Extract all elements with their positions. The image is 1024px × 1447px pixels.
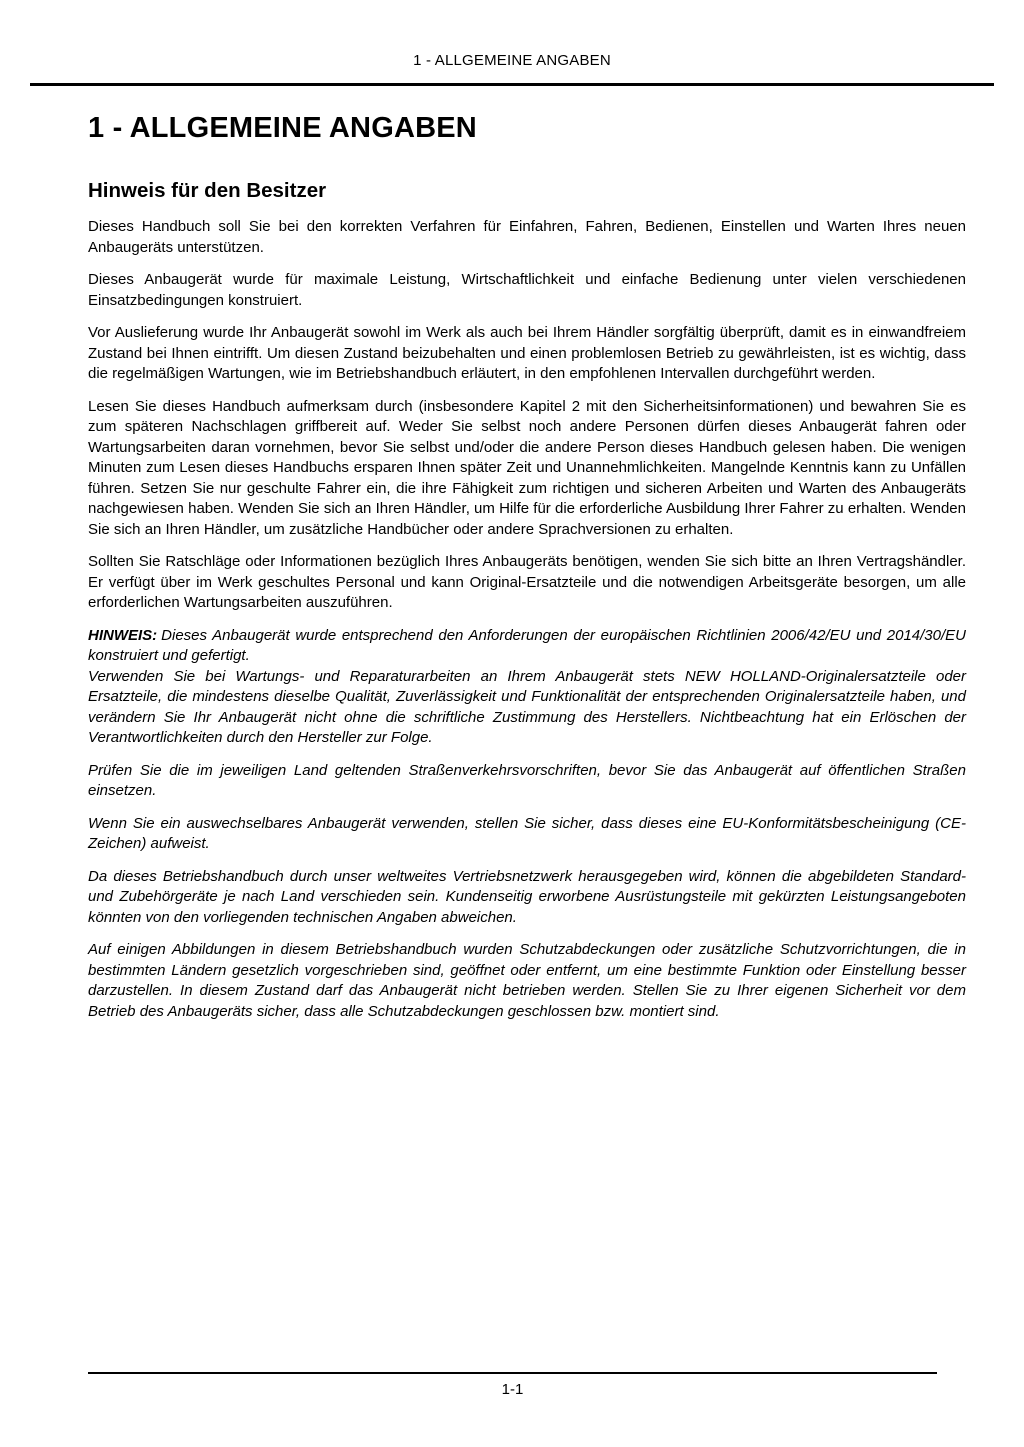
note-continuation: Verwenden Sie bei Wartungs- und Reparaturarbeiten an Ihrem Anbaugerät stets NEW HOLLAND-Originalersatzteile oder Ersatzteile, die mindestens dieselbe Qualität, Zuverlässigkeit und Funktionalität der entsprechenden Originalersatzteile haben, und verändern Sie Ihr Anbaugerät nicht ohne die schriftliche Zustimmung des Herstellers. Nichtbeachtung hat ein Erlöschen der Verantwortlichkeiten durch den Hersteller zur Folge.: [88, 667, 966, 746]
page-content: [88, 112, 966, 1022]
running-header: 1 - ALLGEMEINE ANGABEN: [413, 52, 611, 69]
italic-paragraph-4: Auf einigen Abbildungen in diesem Betriebshandbuch wurden Schutzabdeckungen oder zusätzliche Schutzvorrichtungen, die in bestimmten Ländern gesetzlich vorgeschrieben sind, geöffnet oder entfernt, um eine bestimmte Funktion oder Einstellung besser darzustellen. In diesem Zustand darf das Anbaugerät nicht betrieben werden. Stellen Sie zu Ihrer eigenen Sicherheit vor dem Betrieb des Anbaugeräts sicher, dass alle Schutzabdeckungen geschlossen bzw. montiert sind.: [88, 941, 966, 1020]
note-intro: Dieses Anbaugerät wurde entsprechend den Anforderungen der europäischen Richtlinien 2006/42/EU und 2014/30/EU konstruiert und gefertigt.: [88, 626, 966, 664]
chapter-title: 1 - ALLGEMEINE ANGABEN: [88, 112, 477, 144]
body-paragraph-3: Vor Auslieferung wurde Ihr Anbaugerät sowohl im Werk als auch bei Ihrem Händler sorgfältig überprüft, damit es in einwandfreiem Zustand bei Ihnen eintrifft. Um diesen Zustand beizubehalten und einen problemlosen Betrieb zu gewährleisten, ist es wichtig, dass die regelmäßigen Wartungen, wie im Betriebshandbuch erläutert, in den empfohlenen Intervallen durchgeführt werden.: [88, 324, 966, 382]
italic-paragraph-1: Prüfen Sie die im jeweiligen Land geltenden Straßenverkehrsvorschriften, bevor Sie das Anbaugerät auf öffentlichen Straßen einsetzen.: [88, 761, 966, 799]
body-paragraph-4: Lesen Sie dieses Handbuch aufmerksam durch (insbesondere Kapitel 2 mit den Sicherheitsinformationen) und bewahren Sie es zum späteren Nachschlagen griffbereit auf. Weder Sie selbst noch andere Personen dürfen dieses Anbaugerät fahren oder Wartungsarbeiten daran vornehmen, bevor Sie selbst und/oder die andere Person dieses Handbuch gelesen haben. Die wenigen Minuten zum Lesen dieses Handbuchs ersparen Ihnen später Zeit und Unannehmlichkeiten. Mangelnde Kenntnis kann zu Unfällen führen. Setzen Sie nur geschulte Fahrer ein, die ihre Fähigkeit zum richtigen und sicheren Arbeiten und Warten des Anbaugeräts nachgewiesen haben. Wenden Sie sich an Ihren Händler, um Hilfe für die erforderliche Ausbildung Ihrer Fahrer zu erhalten. Wenden Sie sich an Ihren Händler, um zusätzliche Handbücher oder andere Sprachversionen zu erhalten.: [88, 397, 966, 538]
note-paragraph: [88, 626, 966, 667]
body-paragraph-2: Dieses Anbaugerät wurde für maximale Leistung, Wirtschaftlichkeit und einfache Bedienung unter vielen verschiedenen Einsatzbedingungen konstruiert.: [88, 271, 966, 309]
italic-paragraph-3: Da dieses Betriebshandbuch durch unser weltweites Vertriebsnetzwerk herausgegeben wird, können die abgebildeten Standard- und Zubehörgeräte je nach Land verschieden sein. Kundenseitig erworbene Ausrüstungsteile mit gekürzten Leistungsangeboten könnten von den vorliegenden technischen Angaben abweichen.: [88, 867, 966, 926]
page-number: 1-1: [501, 1381, 524, 1398]
body-paragraph-5: Sollten Sie Ratschläge oder Informationen bezüglich Ihres Anbaugeräts benötigen, wenden Sie sich bitte an Ihren Vertragshändler. Er verfügt über im Werk geschultes Personal und kann Original-Ersatzteile und die notwendigen Arbeitsgeräte besorgen, um alle erforderlichen Wartungsarbeiten auszuführen.: [88, 553, 966, 611]
italic-paragraph-2: Wenn Sie ein auswechselbares Anbaugerät verwenden, stellen Sie sicher, dass dieses eine EU-Konformitätsbescheinigung (CE-Zeichen) aufweist.: [88, 814, 966, 852]
note-label: HINWEIS:: [88, 626, 158, 644]
body-paragraph-1: Dieses Handbuch soll Sie bei den korrekten Verfahren für Einfahren, Fahren, Bedienen, Einstellen und Warten Ihres neuen Anbaugeräts unterstützen.: [88, 218, 966, 256]
header-divider: [30, 83, 994, 86]
page-footer: [88, 1372, 937, 1399]
section-title: Hinweis für den Besitzer: [88, 179, 327, 202]
